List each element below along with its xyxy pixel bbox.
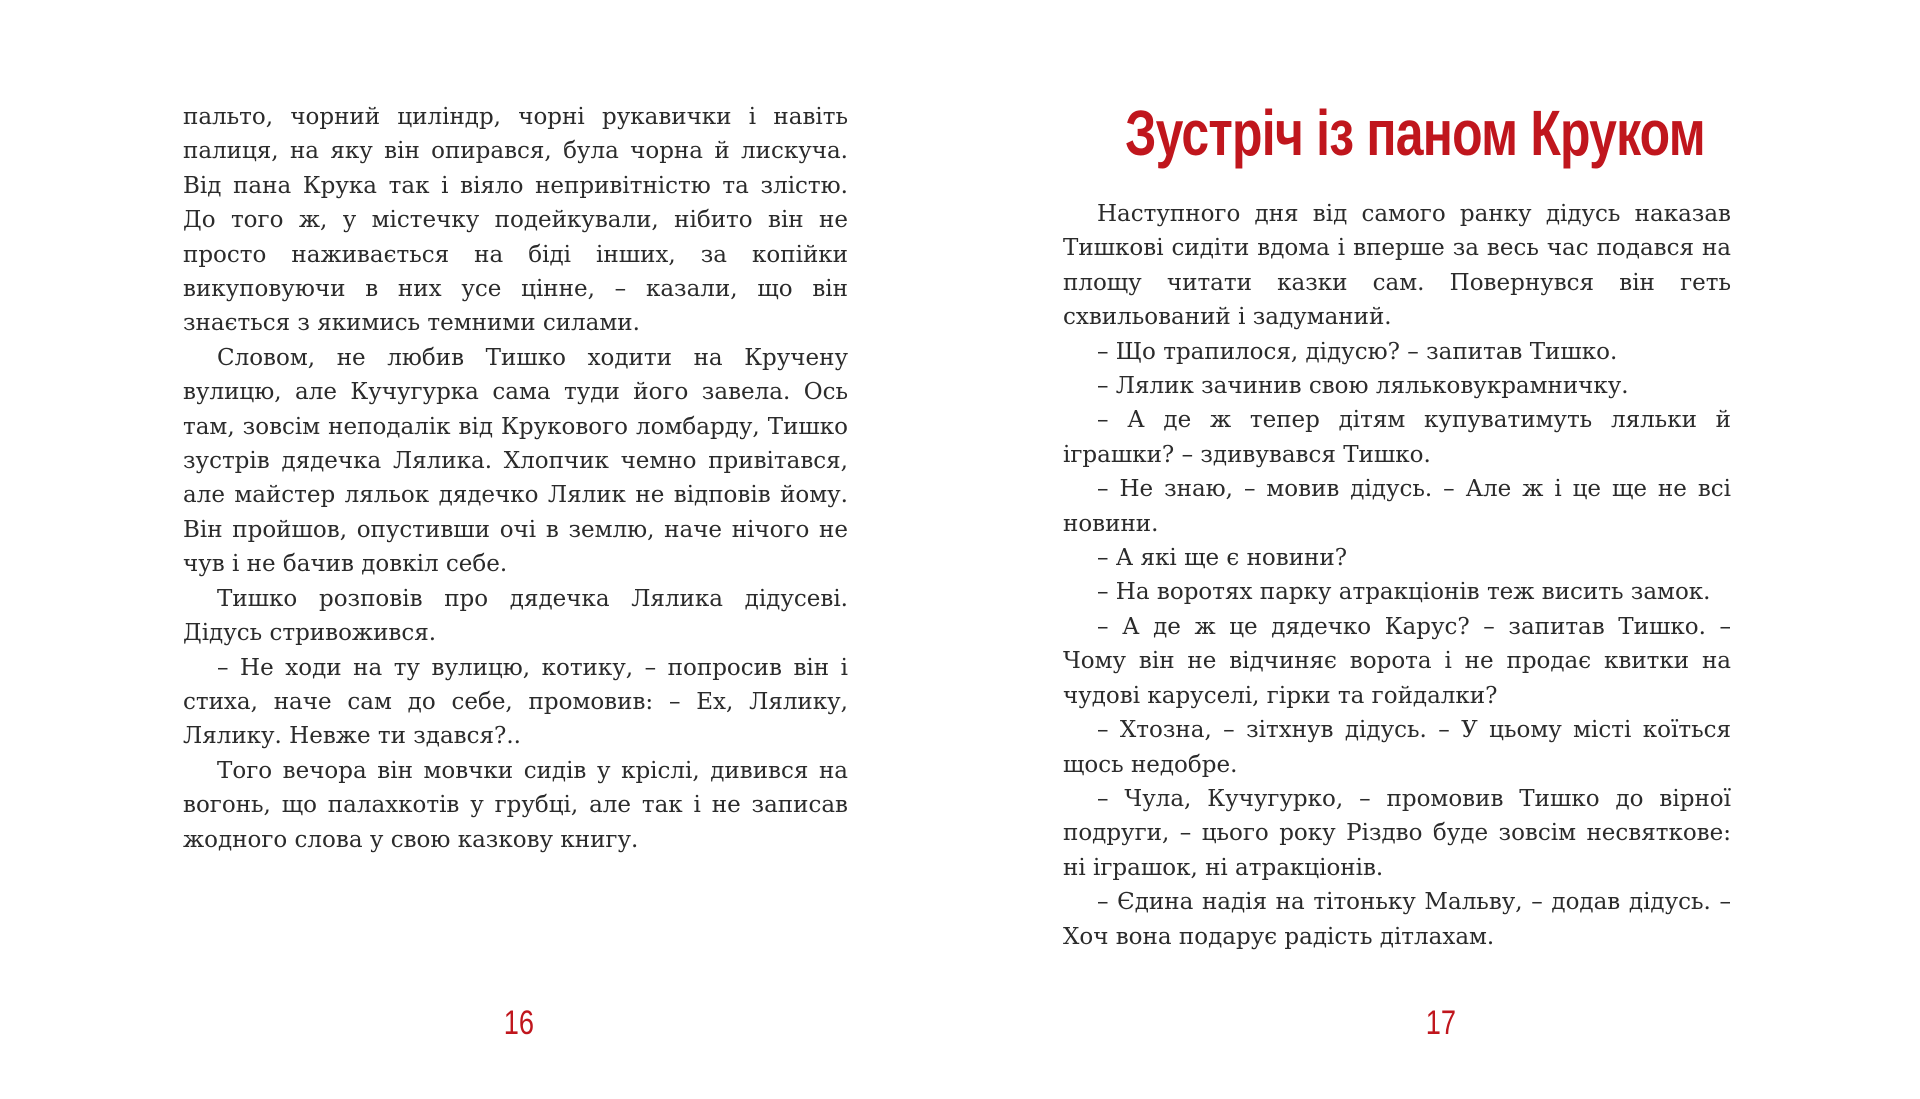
paragraph: – А де ж це дядечко Карус? – запитав Тишко. – Чому він не відчиняє ворота і не продає квитки на чудові каруселі, гірки та гойдалки? — [1063, 613, 1731, 709]
paragraph: пальто, чорний циліндр, чорні рукавички і навіть палиця, на яку він опирався, була чорна й лискуча. Від пана Крука так і віяло непривітністю та злістю. До того ж, у містечку подейкували, нібито він не просто наживається на біді інших, за копійки викуповуючи в них усе цінне, – казали, що він знається з якимись темними силами. — [183, 104, 848, 337]
paragraph: – Хтозна, – зітхнув дідусь. – У цьому місті коїться щось недобре. — [1063, 717, 1731, 778]
paragraph: – Єдина надія на тітоньку Мальву, – додав дідусь. – Хоч вона подарує радість дітлахам. — [1063, 889, 1731, 950]
right-page — [960, 0, 1920, 1099]
paragraph: – Не знаю, – мовив дідусь. – Але ж і це ще не всі новини. — [1063, 476, 1731, 537]
page-number-left: 16 — [503, 1004, 535, 1042]
paragraph: – Не ходи на ту вулицю, котику, – попросив він і стиха, наче сам до себе, промовив: – Ех, Лялику, Лялику. Невже ти здався?.. — [183, 654, 848, 750]
paragraph: – Лялик зачинив свою ляльковукрамничку. — [1097, 373, 1629, 400]
paragraph: – Чула, Кучугурко, – промовив Тишко до вірної подруги, – цього року Різдво буде зовсім несвяткове: ні іграшок, ні атракціонів. — [1063, 785, 1731, 881]
paragraph: – А які ще є новини? — [1097, 545, 1348, 572]
paragraph: – Що трапилося, дідусю? – запитав Тишко. — [1097, 338, 1618, 365]
paragraph: Словом, не любив Тишко ходити на Кручену вулицю, але Кучугурка сама туди його завела. Ось там, зовсім неподалік від Крукового ломбарду, Тишко зустрів дядечка Лялика. Хлопчик чемно привітався, але майстер ляльок дядечко Лялик не відповів йому. Він пройшов, опустивши очі в землю, наче нічого не чув і не бачив довкіл себе. — [183, 344, 848, 578]
paragraph: Наступного дня від самого ранку дідусь наказав Тишкові сидіти вдома і вперше за весь час подався на площу читати казки сам. Повернувся він геть схвильований і задуманий. — [1063, 201, 1731, 331]
paragraph: – А де ж тепер дітям купуватимуть ляльки й іграшки? – здивувався Тишко. — [1063, 407, 1731, 468]
paragraph: – На воротях парку атракціонів теж висить замок. — [1097, 579, 1711, 606]
paragraph: Тишко розповів про дядечка Лялика дідусеві. Дідусь стривожився. — [183, 585, 848, 647]
left-page-text — [183, 100, 848, 857]
chapter-title: Зустріч із паном Круком — [1125, 97, 1705, 169]
paragraph: Того вечора він мовчки сидів у кріслі, дивився на вогонь, що палахкотів у грубці, але так і не записав жодного слова у свою казкову книгу. — [183, 757, 848, 853]
page-number-right: 17 — [1425, 1004, 1457, 1042]
right-page-text — [1063, 197, 1731, 954]
